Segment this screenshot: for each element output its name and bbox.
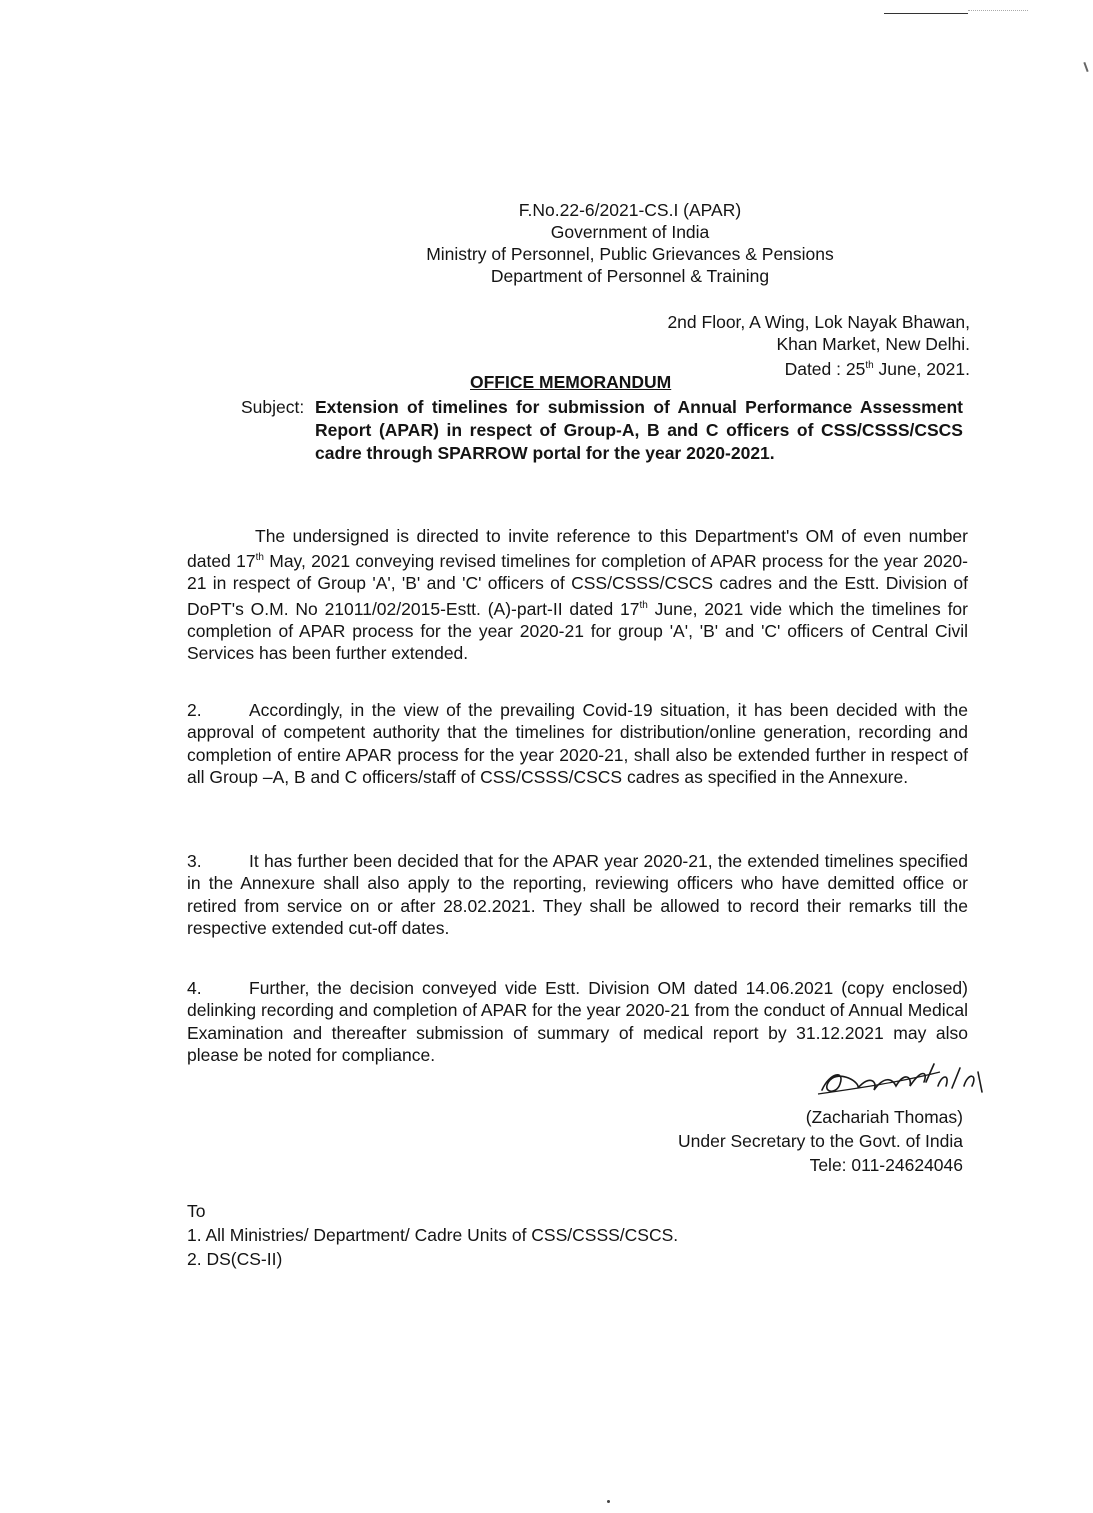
scan-artifact-dots	[968, 10, 1028, 15]
recipients-label: To	[187, 1201, 206, 1221]
paragraph-1-part-2: May, 2021 conveying revised timelines for completion of APAR process for the year 2020-21 in respect of Group 'A', 'B' and 'C' officers of CSS/CSSS/CSCS cadres and the Estt. Division of DoPT's O.M. No 21011/02/2015-Estt. (A)-part-II dated 17	[187, 551, 968, 619]
date-prefix: Dated : 25	[784, 358, 866, 379]
signature-scribble	[800, 1052, 990, 1112]
paragraph-1	[187, 525, 968, 664]
paragraph-3-number: 3.	[187, 851, 202, 871]
letterhead	[380, 199, 880, 287]
government-name: Government of India	[550, 222, 710, 242]
paragraph-4-text: Further, the decision conveyed vide Estt. Division OM dated 14.06.2021 (copy enclosed) delinking recording and completion of APAR for the year 2020-21 from the conduct of Annual Medical Examination and thereafter submission of summary of medical report by 31.12.2021 may also please be noted for compliance.	[187, 978, 968, 1065]
address-line-2: Khan Market, New Delhi.	[776, 334, 970, 354]
department-name: Department of Personnel & Training	[490, 266, 770, 286]
recipients-block	[187, 1199, 678, 1271]
ministry-name: Ministry of Personnel, Public Grievances & Pensions	[426, 244, 834, 264]
subject-label: Subject:	[241, 397, 305, 417]
file-number: F.No.22-6/2021-CS.I (APAR)	[518, 200, 742, 220]
signer-block	[678, 1105, 963, 1177]
paragraph-1-part-3: June, 2021 vide which the timelines for completion of APAR process for the year 2020-21 for group 'A', 'B' and 'C' officers of Central Civil Services has been further extended.	[187, 598, 968, 664]
address-block	[667, 311, 970, 380]
signer-designation: Under Secretary to the Govt. of India	[677, 1131, 963, 1151]
paragraph-3	[187, 850, 968, 939]
paragraph-4-number: 4.	[187, 978, 202, 998]
paragraph-1-sup-1: th	[255, 552, 264, 564]
signature	[800, 1052, 990, 1112]
recipient-item: 2. DS(CS-II)	[187, 1249, 283, 1269]
paragraph-3-text: It has further been decided that for the APAR year 2020-21, the extended timelines specified in the Annexure shall also apply to the reporting, reviewing officers who have demitted office or retired from service on or after 28.02.2021. They shall be allowed to record their remarks till the respective extended cut-off dates.	[187, 851, 968, 938]
scan-artifact-mark	[1083, 62, 1088, 72]
paragraph-2-number: 2.	[187, 700, 202, 720]
memorandum-title: OFFICE MEMORANDUM	[470, 372, 672, 392]
paragraph-2	[187, 699, 968, 788]
address-line-1: 2nd Floor, A Wing, Lok Nayak Bhawan,	[667, 312, 970, 332]
paragraph-1-sup-2: th	[639, 599, 648, 611]
signer-name: (Zachariah Thomas)	[805, 1107, 963, 1127]
signer-telephone: Tele: 011-24624046	[809, 1155, 963, 1175]
subject-text: Extension of timelines for submission of Annual Performance Assessment Report (APAR) in respect of Group-A, B and C officers of CSS/CSSS/CSCS cadre through SPARROW portal for the year 2020-2021.	[315, 397, 963, 463]
date-superscript: th	[865, 360, 874, 371]
scan-artifact-dot	[607, 1500, 610, 1503]
paragraph-2-text: Accordingly, in the view of the prevailing Covid-19 situation, it has been decided with the approval of competent authority that the timelines for distribution/online generation, recording and completion of entire APAR process for the year 2020-21, shall also be extended further in respect of all Group –A, B and C officers/staff of CSS/CSSS/CSCS cadres as specified in the Annexure.	[187, 700, 968, 787]
recipient-item: 1. All Ministries/ Department/ Cadre Units of CSS/CSSS/CSCS.	[187, 1225, 679, 1245]
date-suffix: June, 2021.	[873, 358, 970, 379]
scan-artifact-line	[884, 13, 968, 14]
paragraph-1-part-1: The undersigned is directed to invite reference to this Department's OM of even number dated 17	[187, 526, 968, 572]
date-line	[667, 355, 970, 380]
